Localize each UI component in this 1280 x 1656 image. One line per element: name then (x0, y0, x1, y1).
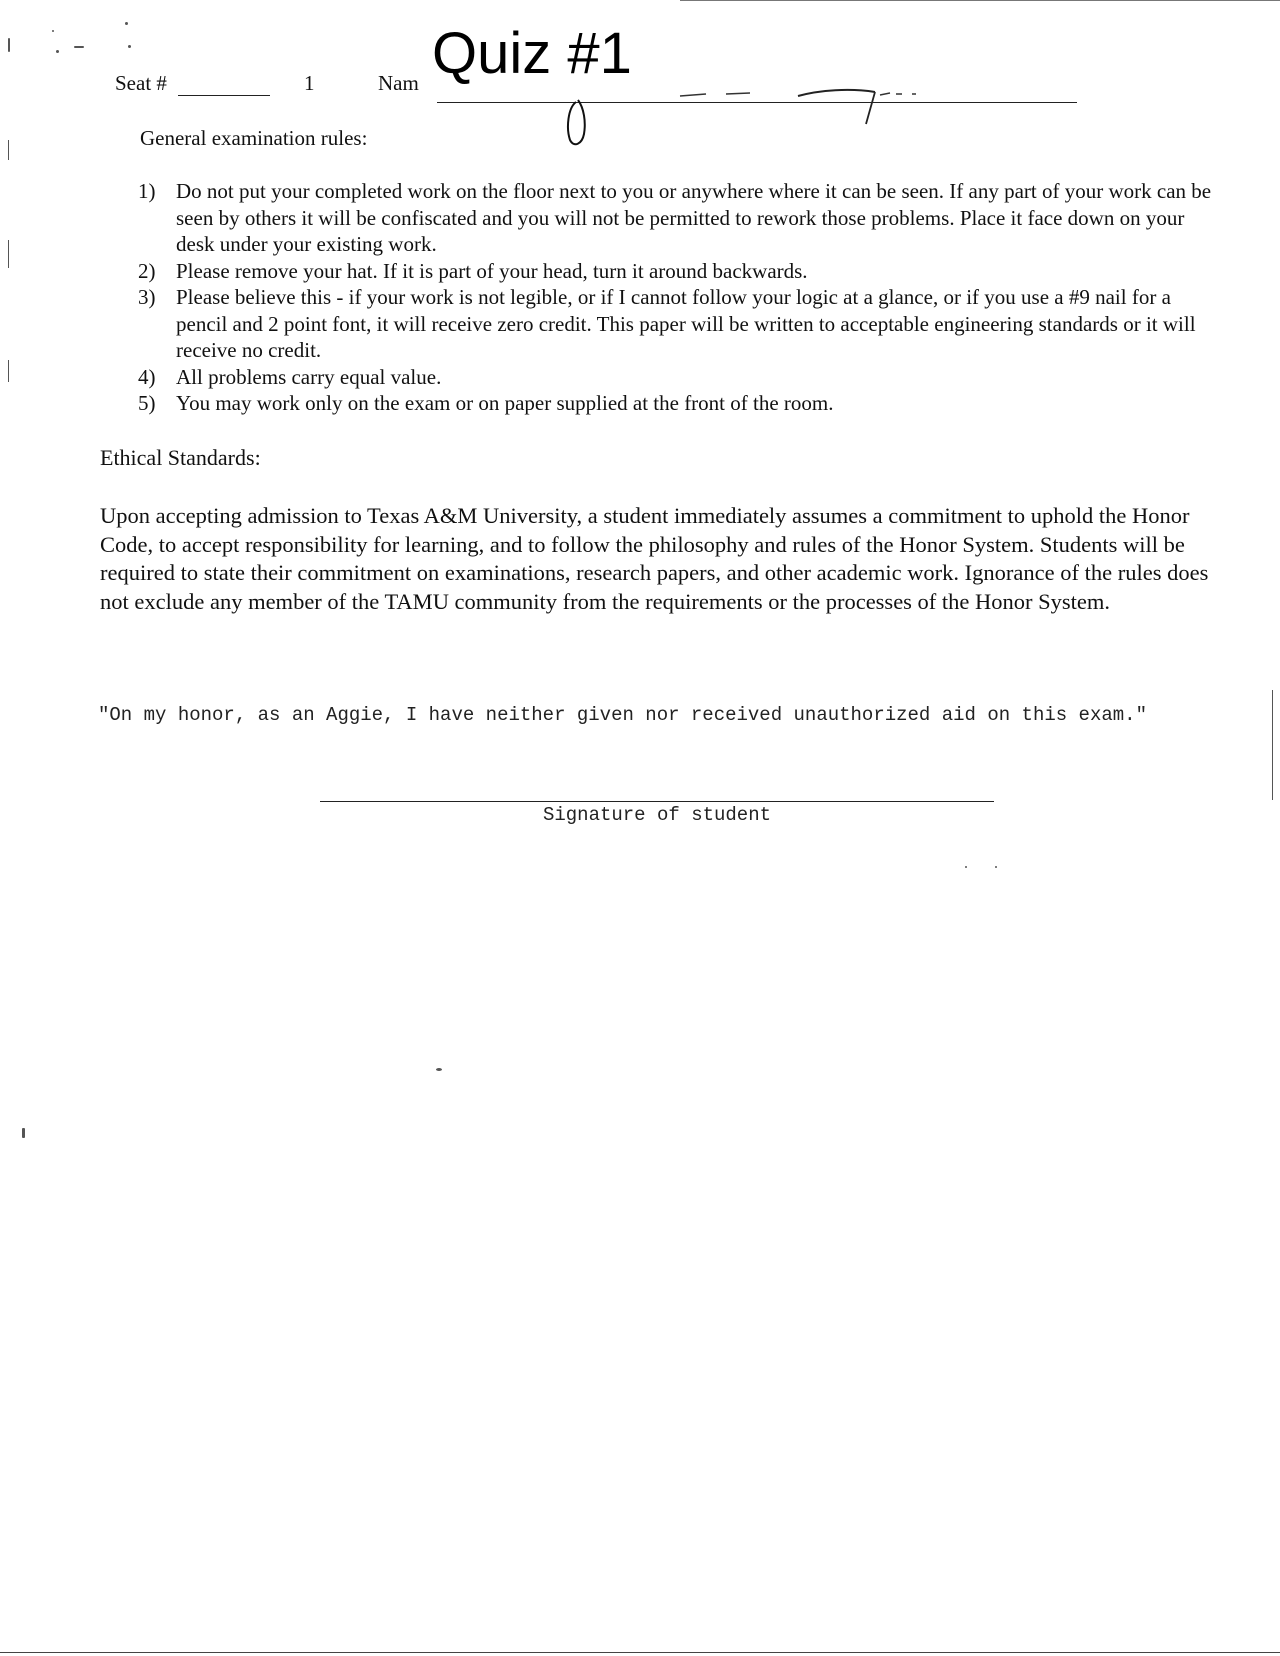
rule-item (138, 178, 1218, 258)
honor-code-paragraph: Upon accepting admission to Texas A&M University, a student immediately assumes a commitment to uphold the Honor Code, to accept responsibility for learning, and to follow the philosophy and rules of the Honor System. Students will be required to state their commitment on examinations, research papers, and other academic work. Ignorance of the rules does not exclude any member of the TAMU community from the requirements or the processes of the Honor System. (100, 503, 1209, 614)
name-label: Nam (378, 71, 419, 95)
rule-number: 2) (138, 258, 156, 283)
signature-label: Signature of student (542, 804, 772, 826)
rule-text: Please remove your hat. If it is part of your head, turn it around backwards. (176, 258, 808, 283)
scan-speck (74, 46, 84, 48)
scan-edge-bottom (0, 1652, 1280, 1653)
scan-speck (8, 360, 9, 382)
rule-number: 1) (138, 179, 156, 203)
scan-speck (56, 50, 59, 53)
aggie-pledge: "On my honor, as an Aggie, I have neither given nor received unauthorized aid on this exam." (98, 704, 1147, 726)
scan-speck (8, 38, 10, 52)
scan-speck (436, 1068, 442, 1071)
scan-speck (125, 22, 128, 25)
rules-heading: General examination rules: (140, 126, 368, 150)
scan-speck (52, 30, 54, 32)
rule-text: You may work only on the exam or on paper supplied at the front of the room. (176, 391, 834, 415)
scan-speck (1272, 690, 1273, 800)
handwritten-name (530, 78, 1010, 158)
rule-item (138, 284, 1218, 364)
scan-speck (995, 866, 997, 868)
rule-item (138, 258, 1218, 285)
rule-text: Do not put your completed work on the floor next to you or anywhere where it can be seen. If any part of your work can be seen by others it will be confiscated and you will not be permitted to rework those problems. Place it face down on your desk under your existing work. (176, 179, 1212, 256)
rule-number: 5) (138, 391, 156, 415)
scan-speck (22, 1128, 25, 1138)
rule-number: 4) (138, 364, 156, 389)
rule-item (138, 390, 1218, 417)
seat-label: Seat # (115, 71, 167, 95)
seat-value: 1 (304, 71, 315, 95)
rules-list (138, 178, 1218, 417)
scan-edge-top (680, 0, 1280, 1)
rule-text: All problems carry equal value. (176, 364, 442, 389)
scan-speck (965, 866, 967, 868)
ethics-heading: Ethical Standards: (100, 445, 261, 470)
rule-text: Please believe this - if your work is not legible, or if I cannot follow your logic at a glance, or if you use a #9 nail for a pencil and 2 point font, it will receive zero credit. This paper will be written to acceptable engineering standards or it will receive no credit. (176, 285, 1196, 362)
scan-speck (128, 45, 131, 48)
scan-speck (8, 240, 9, 268)
quiz-title: Quiz #1 (432, 21, 632, 86)
rule-item (138, 364, 1218, 391)
signature-line (320, 801, 994, 802)
seat-underline (178, 95, 270, 96)
rule-number: 3) (138, 285, 156, 309)
scan-speck (8, 140, 9, 160)
